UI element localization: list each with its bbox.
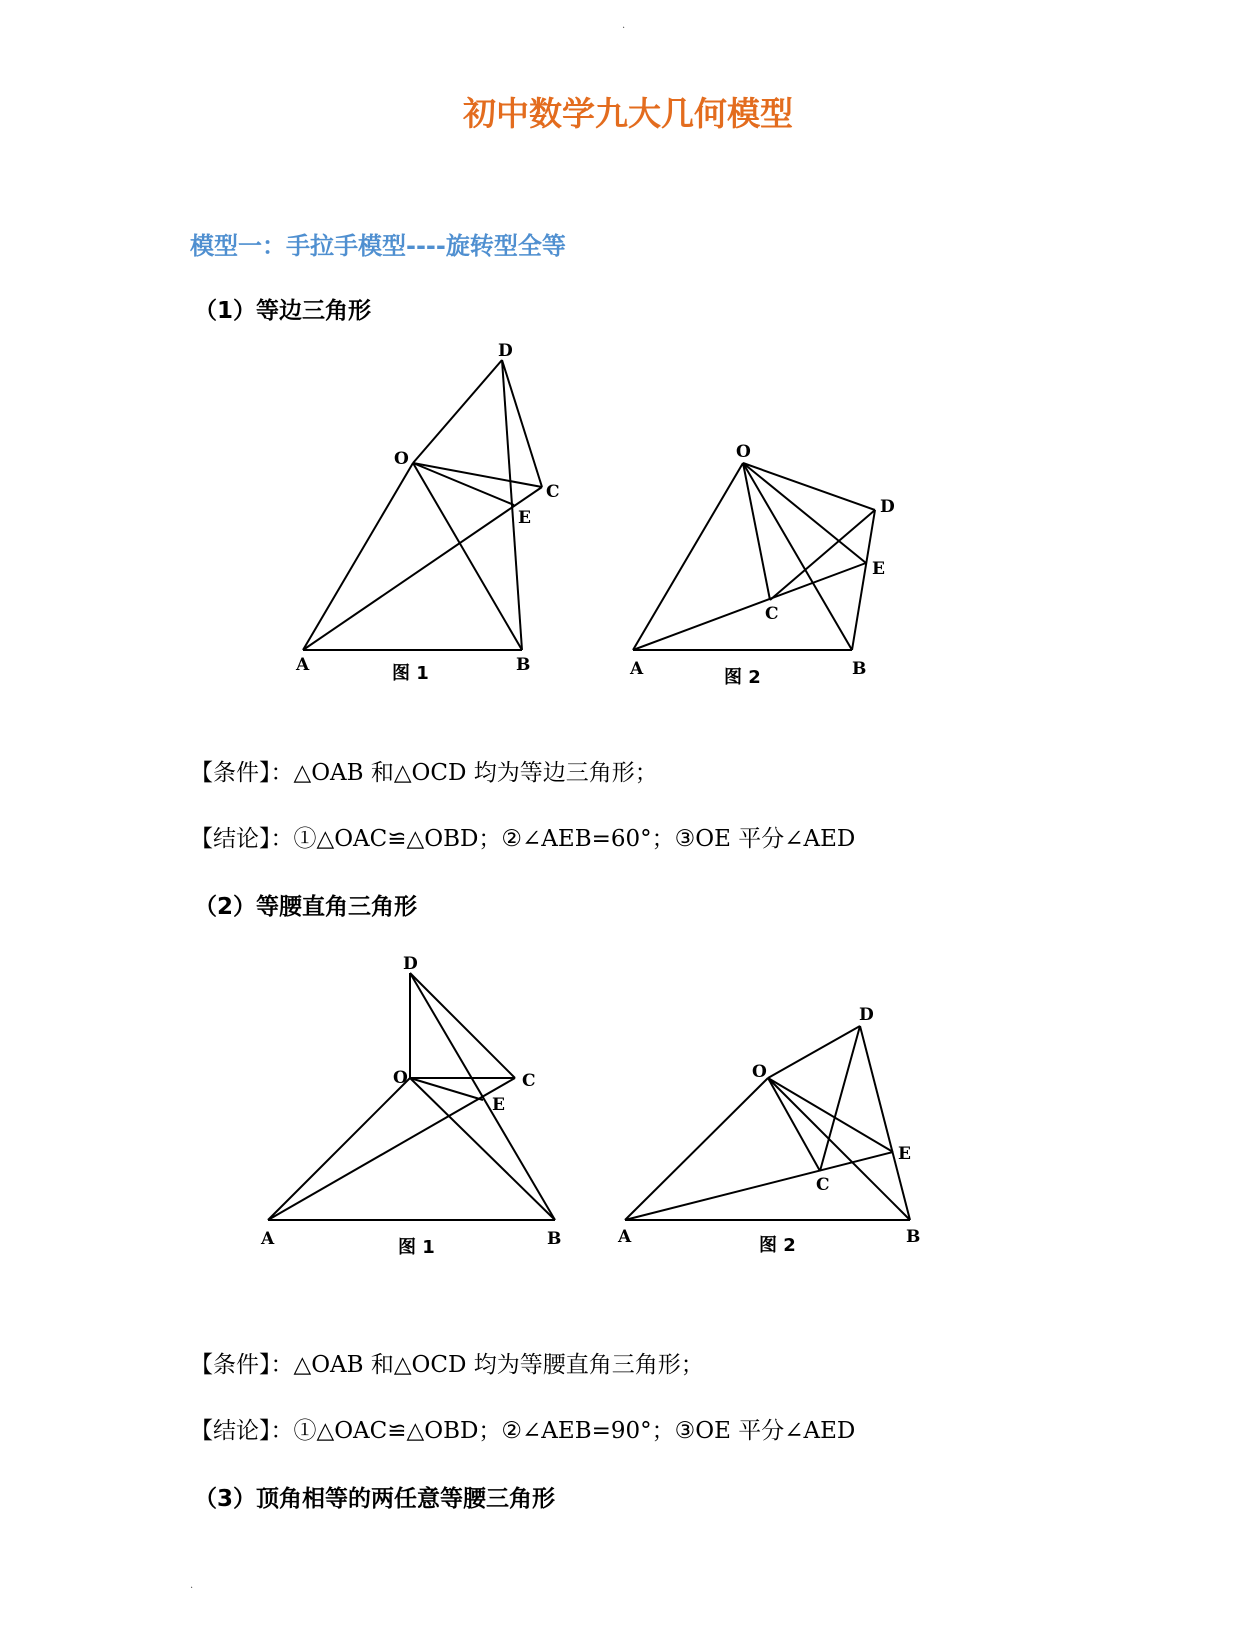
fig2-label-d: D xyxy=(859,1005,874,1025)
sec2-figure2 xyxy=(617,1005,920,1256)
section3-heading: （3）顶角相等的两任意等腰三角形 xyxy=(194,1486,556,1512)
fig1-label-o: O xyxy=(394,449,409,469)
fig1-label-b: B xyxy=(547,1229,562,1249)
fig1-label-d: D xyxy=(403,954,418,974)
fig1-caption: 图 1 xyxy=(392,663,429,684)
conclusion-label: 【结论】 xyxy=(190,1418,271,1444)
conclusion-text: ：①△OAC≌△OBD；②∠AEB=60°；③OE 平分∠AED xyxy=(270,826,856,852)
fig2-label-o: O xyxy=(752,1062,767,1082)
fig1-label-d: D xyxy=(498,341,513,361)
fig2-label-c: C xyxy=(816,1175,830,1195)
bottom-dot: . xyxy=(190,1580,194,1591)
section2-heading: （2）等腰直角三角形 xyxy=(194,894,418,920)
fig2-label-d: D xyxy=(880,497,895,517)
document-title: 初中数学九大几何模型 xyxy=(463,94,793,133)
fig2-label-e: E xyxy=(898,1144,911,1164)
fig1-label-a: A xyxy=(261,1229,275,1249)
condition-text: ：△OAB 和△OCD 均为等边三角形； xyxy=(270,760,658,786)
top-dot: . xyxy=(622,20,626,31)
section2-conclusion xyxy=(190,1412,855,1445)
fig1-label-e: E xyxy=(518,508,531,528)
fig2-label-c: C xyxy=(765,604,779,624)
fig2-label-b: B xyxy=(852,659,867,679)
fig1-label-e: E xyxy=(492,1095,505,1115)
fig1-caption: 图 1 xyxy=(398,1237,435,1258)
fig2-label-a: A xyxy=(630,659,644,679)
section1-heading: （1）等边三角形 xyxy=(194,298,372,324)
fig2-caption: 图 2 xyxy=(724,667,761,688)
condition-text: ：△OAB 和△OCD 均为等腰直角三角形； xyxy=(270,1352,704,1378)
condition-label: 【条件】 xyxy=(190,760,271,786)
condition-label: 【条件】 xyxy=(190,1352,271,1378)
fig2-label-e: E xyxy=(872,559,885,579)
conclusion-text: ：①△OAC≌△OBD；②∠AEB=90°；③OE 平分∠AED xyxy=(270,1418,856,1444)
fig1-label-o: O xyxy=(393,1068,408,1088)
fig1-label-c: C xyxy=(546,482,560,502)
section2-condition xyxy=(190,1346,704,1379)
conclusion-label: 【结论】 xyxy=(190,826,271,852)
fig2-caption: 图 2 xyxy=(759,1235,796,1256)
model-heading: 模型一：手拉手模型----旋转型全等 xyxy=(190,232,566,260)
fig2-label-b: B xyxy=(906,1227,921,1247)
fig2-label-a: A xyxy=(618,1227,632,1247)
fig1-label-c: C xyxy=(522,1071,536,1091)
sec2-figure1 xyxy=(260,954,561,1258)
fig1-label-b: B xyxy=(516,655,531,675)
fig2-label-o: O xyxy=(736,442,751,462)
fig1-label-a: A xyxy=(296,655,310,675)
